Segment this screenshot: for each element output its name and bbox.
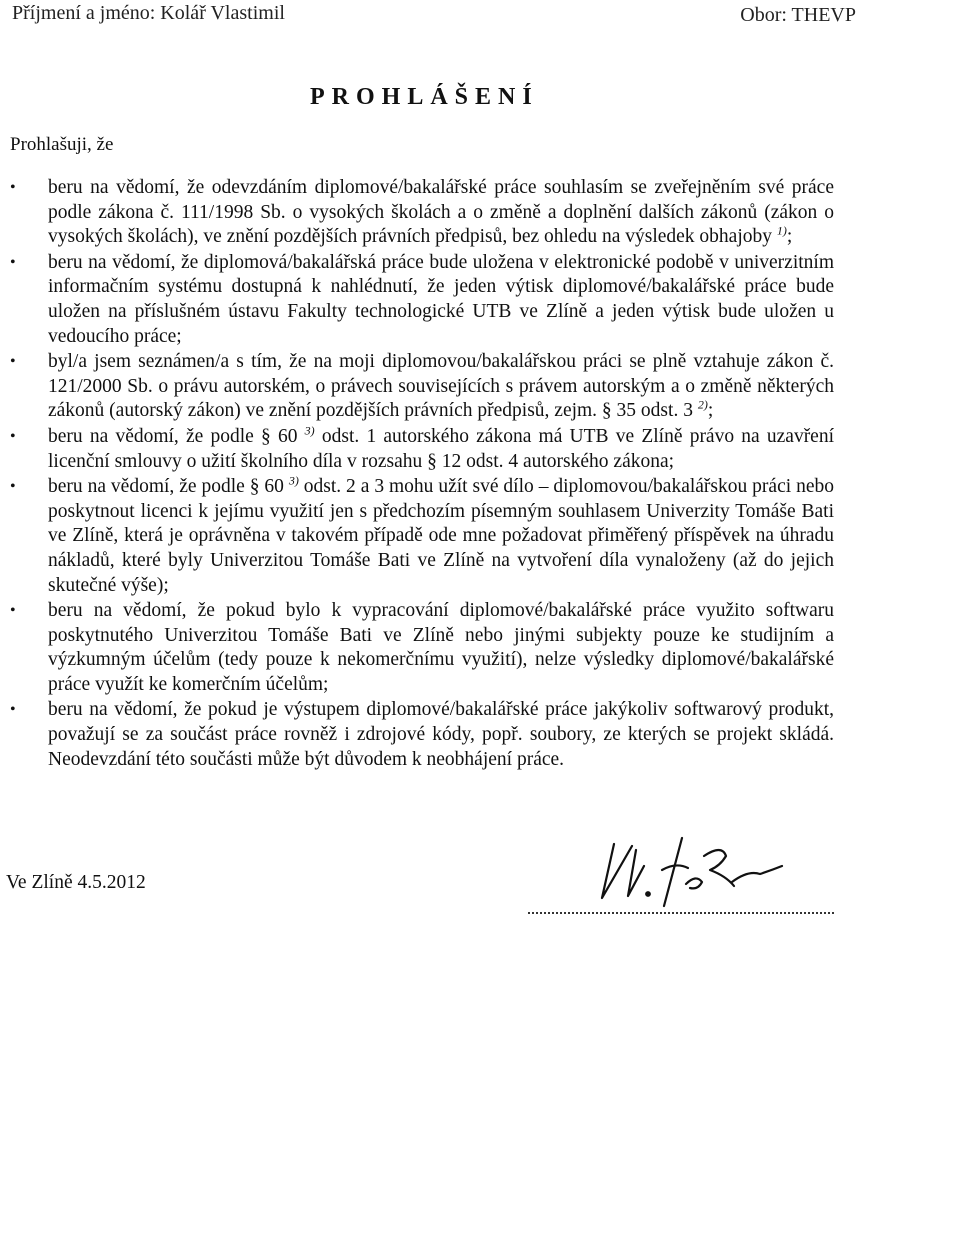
bullet-icon: • xyxy=(10,353,16,371)
list-item xyxy=(8,350,834,424)
footnote-ref: 1) xyxy=(776,223,787,238)
study-field-line: Obor: THEVP xyxy=(740,4,856,26)
declaration-list xyxy=(8,176,834,773)
item-tail: ; xyxy=(786,226,793,248)
list-item xyxy=(8,698,834,772)
student-name-line: Příjmení a jméno: Kolář Vlastimil xyxy=(12,2,285,24)
item-text: beru na vědomí, že pokud je výstupem diplomové/bakalářské práce jakýkoliv softwarový produkt, považují se za součást práce rovněž i zdrojové kódy, popř. soubory, ze kterých se projekt skládá. Neodevzdání této součásti může být důvodem k neobhájení práce. xyxy=(48,699,834,770)
item-tail: odst. 1 autorského zákona má UTB ve Zlíně právo na uzavření licenční smlouvy o užití školního díla v rozsahu § 12 odst. 4 autorského zákona; xyxy=(48,425,835,472)
item-text: beru na vědomí, že pokud bylo k vypracování diplomové/bakalářské práce využito softwaru poskytnutého Univerzitou Tomáše Bati ve Zlíně nebo jinými subjekty pouze ke studijním a výzkumným účelům (tedy pouze k nekomerčnímu využití), nelze výsledky diplomové/bakalářské práce využít ke komerčním účelům; xyxy=(48,600,834,695)
list-item xyxy=(8,251,834,349)
place-date: Ve Zlíně 4.5.2012 xyxy=(6,872,146,893)
bullet-icon: • xyxy=(10,701,16,719)
bullet-icon: • xyxy=(10,179,16,196)
item-text: beru na vědomí, že diplomová/bakalářská práce bude uložena v elektronické podobě v univerzitním informačním systému dostupná k nahlédnutí, že jeden výtisk diplomové/bakalářské práce bude uložen na příslušném ústavu Fakulty technologické UTB ve Zlíně a jeden výtisk bude uložen u vedoucího práce; xyxy=(48,251,834,347)
footnote-ref: 3) xyxy=(288,473,299,488)
item-text: beru na vědomí, že odevzdáním diplomové/bakalářské práce souhlasím se zveřejněním své práce podle zákona č. 111/1998 Sb. o vysokých školách a o změně a doplnění dalších zákonů (zákon o vysokých školách), ve znění pozdějších právních předpisů, bez ohledu na výsledek obhajoby xyxy=(48,177,834,248)
bullet-icon: • xyxy=(10,602,16,620)
footnote-ref: 2) xyxy=(697,397,708,412)
list-item xyxy=(8,599,834,697)
list-item xyxy=(8,475,834,598)
list-item xyxy=(8,425,834,474)
page-title: PROHLÁŠENÍ xyxy=(310,84,539,110)
item-tail: odst. 2 a 3 mohu užít své dílo – diplomovou/bakalářskou práci nebo poskytnout licenci k jejímu využití jen s předchozím písemným souhlasem Univerzity Tomáše Bati ve Zlíně, která je oprávněna v takovém případě ode mne požadovat přiměřený příspěvek na úhradu nákladů, které byly Univerzitou Tomáše Bati ve Zlíně na vytvoření díla vynaloženy (až do jejich skutečné výše); xyxy=(48,476,834,596)
item-tail: ; xyxy=(707,400,714,422)
bullet-icon: • xyxy=(10,253,16,271)
item-text: beru na vědomí, že podle § 60 xyxy=(48,476,284,498)
signature-line xyxy=(528,912,834,914)
list-item xyxy=(8,176,834,250)
item-text: beru na vědomí, že podle § 60 xyxy=(48,425,298,447)
bullet-icon: • xyxy=(10,478,16,496)
item-text: byl/a jsem seznámen/a s tím, že na moji diplomovou/bakalářskou práci se plně vztahuje zákon č. 121/2000 Sb. o právu autorském, o právech souvisejících s právem autorským a o změně některých zákonů (autorský zákon) ve znění pozdějších právních předpisů, zejm. § 35 odst. 3 xyxy=(48,351,834,422)
signature-icon xyxy=(584,826,784,916)
bullet-icon: • xyxy=(10,427,16,445)
footnote-ref: 3) xyxy=(304,423,315,438)
intro-text: Prohlašuji, že xyxy=(10,134,114,155)
